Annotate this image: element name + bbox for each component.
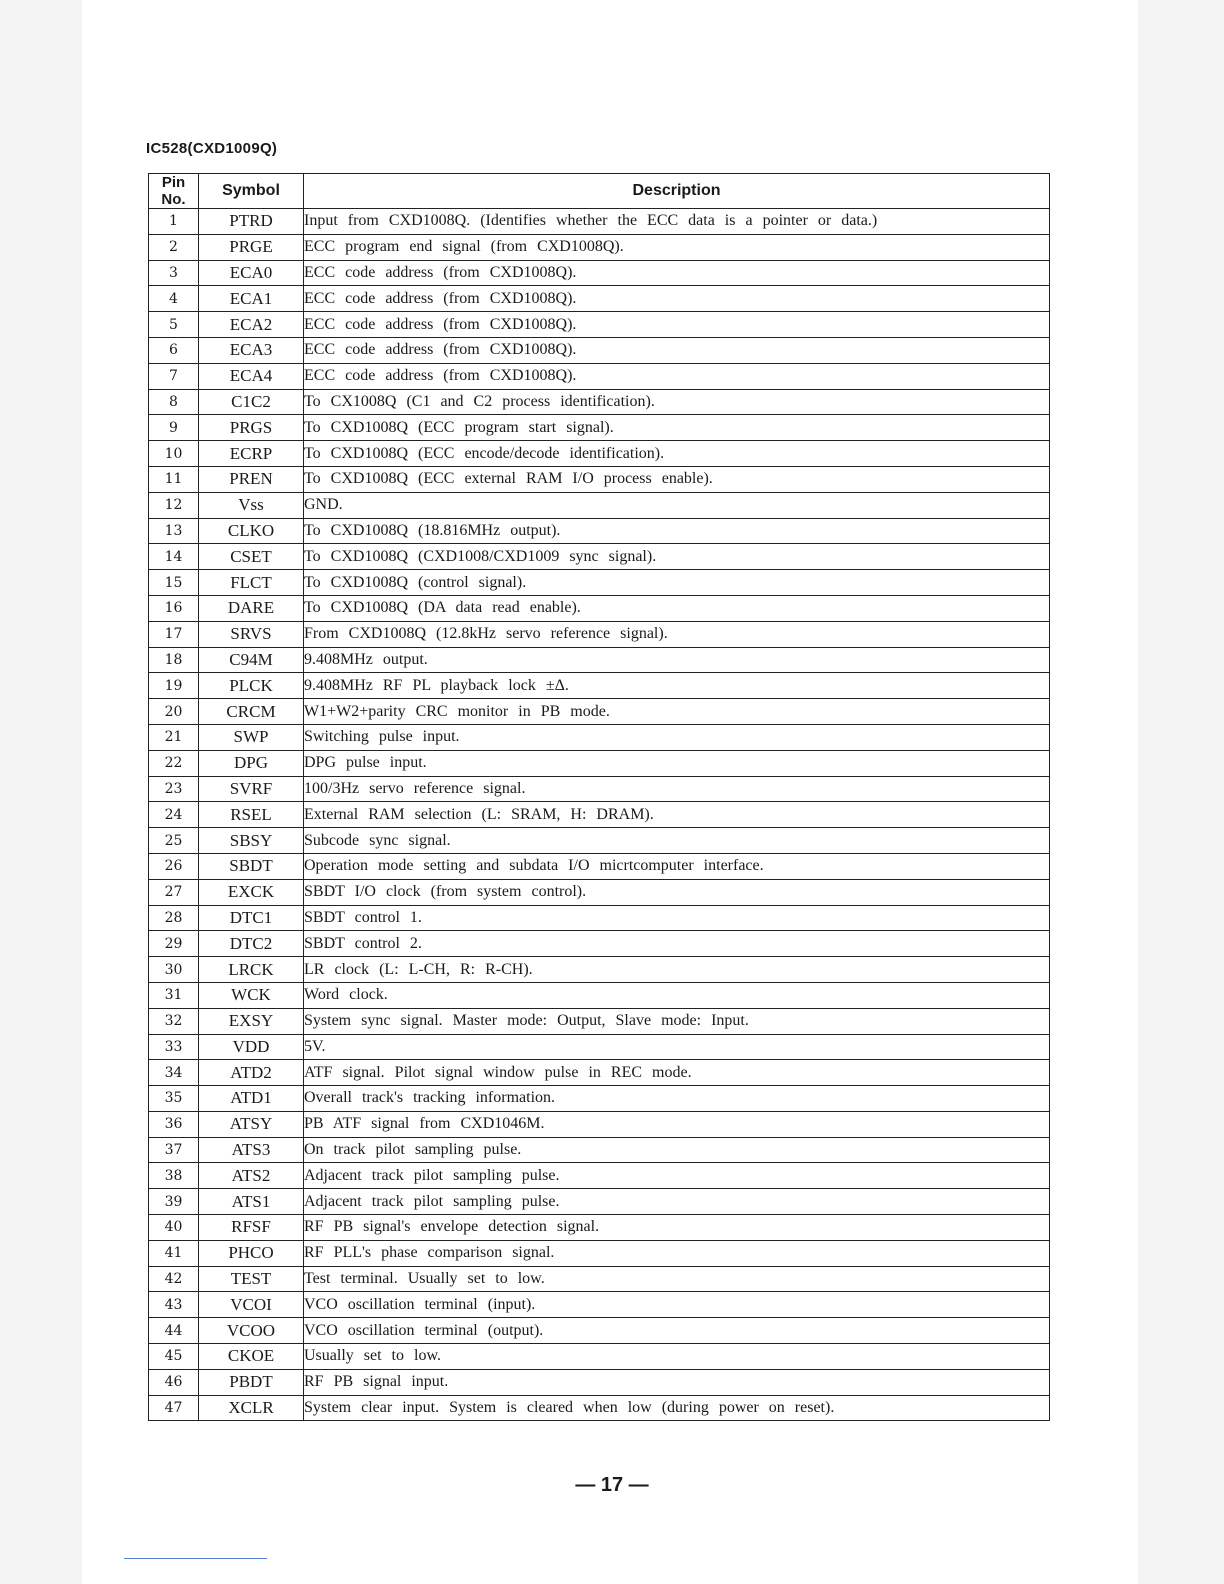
table-row — [149, 312, 1050, 338]
pin-description: RF PB signal's envelope detection signal. — [304, 1215, 1050, 1241]
table-row — [149, 1189, 1050, 1215]
pin-number: 23 — [149, 776, 199, 802]
pin-description: To CXD1008Q (18.816MHz output). — [304, 518, 1050, 544]
table-row — [149, 466, 1050, 492]
table-row — [149, 1163, 1050, 1189]
pin-symbol: CKOE — [199, 1344, 304, 1370]
pin-number: 5 — [149, 312, 199, 338]
pin-description: System sync signal. Master mode: Output, Slave mode: Input. — [304, 1008, 1050, 1034]
ic-title: IC528(CXD1009Q) — [146, 140, 278, 157]
pin-symbol: VCOO — [199, 1318, 304, 1344]
pin-number: 3 — [149, 260, 199, 286]
pin-number: 45 — [149, 1344, 199, 1370]
pin-description: On track pilot sampling pulse. — [304, 1137, 1050, 1163]
table-row — [149, 1240, 1050, 1266]
pin-description: Usually set to low. — [304, 1344, 1050, 1370]
table-row — [149, 1137, 1050, 1163]
table-row — [149, 441, 1050, 467]
pin-number: 10 — [149, 441, 199, 467]
pin-description: SBDT I/O clock (from system control). — [304, 879, 1050, 905]
table-row — [149, 1395, 1050, 1421]
table-row — [149, 776, 1050, 802]
table-row — [149, 879, 1050, 905]
table-row — [149, 828, 1050, 854]
pin-description: To CXD1008Q (DA data read enable). — [304, 595, 1050, 621]
pin-description: To CXD1008Q (ECC program start signal). — [304, 415, 1050, 441]
table-row — [149, 1292, 1050, 1318]
pin-symbol: DARE — [199, 595, 304, 621]
pin-description: 5V. — [304, 1034, 1050, 1060]
pin-number: 47 — [149, 1395, 199, 1421]
pin-number: 2 — [149, 234, 199, 260]
pin-description: RF PLL's phase comparison signal. — [304, 1240, 1050, 1266]
pin-symbol: DTC1 — [199, 905, 304, 931]
pin-description: 9.408MHz RF PL playback lock ±Δ. — [304, 673, 1050, 699]
pin-symbol: RSEL — [199, 802, 304, 828]
pin-symbol: ECRP — [199, 441, 304, 467]
footer-rule — [124, 1558, 267, 1559]
pin-number: 40 — [149, 1215, 199, 1241]
pin-description: W1+W2+parity CRC monitor in PB mode. — [304, 699, 1050, 725]
pin-description: SBDT control 1. — [304, 905, 1050, 931]
table-row — [149, 1369, 1050, 1395]
pin-number: 27 — [149, 879, 199, 905]
pin-symbol: WCK — [199, 982, 304, 1008]
table-row — [149, 286, 1050, 312]
pin-symbol: EXCK — [199, 879, 304, 905]
pin-description: LR clock (L: L-CH, R: R-CH). — [304, 957, 1050, 983]
pin-symbol: PLCK — [199, 673, 304, 699]
pin-description: To CXD1008Q (ECC external RAM I/O process enable). — [304, 466, 1050, 492]
table-row — [149, 1318, 1050, 1344]
pin-symbol: PBDT — [199, 1369, 304, 1395]
pin-symbol: LRCK — [199, 957, 304, 983]
table-row — [149, 363, 1050, 389]
pin-symbol: SWP — [199, 724, 304, 750]
pin-description: To CXD1008Q (CXD1008/CXD1009 sync signal). — [304, 544, 1050, 570]
pin-description: ECC code address (from CXD1008Q). — [304, 363, 1050, 389]
pin-number: 33 — [149, 1034, 199, 1060]
pin-symbol: C1C2 — [199, 389, 304, 415]
pin-symbol: EXSY — [199, 1008, 304, 1034]
table-row — [149, 595, 1050, 621]
pin-description: DPG pulse input. — [304, 750, 1050, 776]
pin-number: 9 — [149, 415, 199, 441]
pin-symbol: SRVS — [199, 621, 304, 647]
pin-symbol: PRGE — [199, 234, 304, 260]
pin-number: 21 — [149, 724, 199, 750]
table-row — [149, 905, 1050, 931]
pin-description: Operation mode setting and subdata I/O micrtcomputer interface. — [304, 853, 1050, 879]
pin-symbol: PHCO — [199, 1240, 304, 1266]
pin-number: 34 — [149, 1060, 199, 1086]
pin-description: Adjacent track pilot sampling pulse. — [304, 1189, 1050, 1215]
pin-symbol: RFSF — [199, 1215, 304, 1241]
pin-number: 25 — [149, 828, 199, 854]
pin-symbol: VDD — [199, 1034, 304, 1060]
table-row — [149, 724, 1050, 750]
pin-description: 9.408MHz output. — [304, 647, 1050, 673]
pin-description: ECC code address (from CXD1008Q). — [304, 312, 1050, 338]
pin-symbol: SBDT — [199, 853, 304, 879]
pin-description: Input from CXD1008Q. (Identifies whether the ECC data is a pointer or data.) — [304, 209, 1050, 235]
pin-symbol: ATD1 — [199, 1086, 304, 1112]
pin-number: 6 — [149, 337, 199, 363]
pin-number: 18 — [149, 647, 199, 673]
pin-symbol: ECA0 — [199, 260, 304, 286]
pin-number: 11 — [149, 466, 199, 492]
pin-number: 22 — [149, 750, 199, 776]
table-row — [149, 570, 1050, 596]
pin-description: GND. — [304, 492, 1050, 518]
pin-description: Test terminal. Usually set to low. — [304, 1266, 1050, 1292]
pin-description: VCO oscillation terminal (output). — [304, 1318, 1050, 1344]
pin-description: System clear input. System is cleared when low (during power on reset). — [304, 1395, 1050, 1421]
pin-number: 35 — [149, 1086, 199, 1112]
table-row — [149, 750, 1050, 776]
table-row — [149, 1060, 1050, 1086]
scan-margin-right — [1138, 0, 1224, 1584]
table-row — [149, 1008, 1050, 1034]
pin-symbol: ATSY — [199, 1111, 304, 1137]
pin-symbol: Vss — [199, 492, 304, 518]
pin-number: 29 — [149, 931, 199, 957]
pin-symbol: SBSY — [199, 828, 304, 854]
pin-symbol: CSET — [199, 544, 304, 570]
pin-symbol: FLCT — [199, 570, 304, 596]
pin-symbol: SVRF — [199, 776, 304, 802]
pin-symbol: ECA1 — [199, 286, 304, 312]
table-row — [149, 699, 1050, 725]
pin-description: ECC code address (from CXD1008Q). — [304, 337, 1050, 363]
pin-number: 28 — [149, 905, 199, 931]
pin-symbol: VCOI — [199, 1292, 304, 1318]
pin-number: 39 — [149, 1189, 199, 1215]
pin-description: RF PB signal input. — [304, 1369, 1050, 1395]
pin-description: Word clock. — [304, 982, 1050, 1008]
table-row — [149, 647, 1050, 673]
table-row — [149, 518, 1050, 544]
pin-symbol: PTRD — [199, 209, 304, 235]
pin-description: ECC code address (from CXD1008Q). — [304, 286, 1050, 312]
pin-number: 43 — [149, 1292, 199, 1318]
pin-number: 8 — [149, 389, 199, 415]
pin-number: 37 — [149, 1137, 199, 1163]
pin-symbol: ECA3 — [199, 337, 304, 363]
pin-symbol: TEST — [199, 1266, 304, 1292]
table-row — [149, 389, 1050, 415]
table-row — [149, 1266, 1050, 1292]
pin-description: To CXD1008Q (ECC encode/decode identification). — [304, 441, 1050, 467]
pin-number: 4 — [149, 286, 199, 312]
pin-symbol: PRGS — [199, 415, 304, 441]
pin-number: 46 — [149, 1369, 199, 1395]
pin-number: 14 — [149, 544, 199, 570]
pin-number: 15 — [149, 570, 199, 596]
table-row — [149, 544, 1050, 570]
table-row — [149, 982, 1050, 1008]
pin-description: VCO oscillation terminal (input). — [304, 1292, 1050, 1318]
pin-symbol: ATS1 — [199, 1189, 304, 1215]
table-row — [149, 492, 1050, 518]
pin-number: 36 — [149, 1111, 199, 1137]
table-row — [149, 260, 1050, 286]
pin-number: 44 — [149, 1318, 199, 1344]
pin-number: 38 — [149, 1163, 199, 1189]
pin-description: From CXD1008Q (12.8kHz servo reference signal). — [304, 621, 1050, 647]
pin-symbol: CLKO — [199, 518, 304, 544]
pin-number: 1 — [149, 209, 199, 235]
pin-symbol: DTC2 — [199, 931, 304, 957]
pin-number: 32 — [149, 1008, 199, 1034]
pin-number: 12 — [149, 492, 199, 518]
table-row — [149, 209, 1050, 235]
pin-symbol: ECA4 — [199, 363, 304, 389]
pin-description: Switching pulse input. — [304, 724, 1050, 750]
table-row — [149, 853, 1050, 879]
pin-description: ATF signal. Pilot signal window pulse in REC mode. — [304, 1060, 1050, 1086]
pin-number: 41 — [149, 1240, 199, 1266]
table-row — [149, 415, 1050, 441]
pin-rows — [149, 209, 1050, 1421]
pin-number: 19 — [149, 673, 199, 699]
pin-number: 7 — [149, 363, 199, 389]
pin-number: 42 — [149, 1266, 199, 1292]
pin-description: To CX1008Q (C1 and C2 process identification). — [304, 389, 1050, 415]
pin-number: 17 — [149, 621, 199, 647]
pin-number: 26 — [149, 853, 199, 879]
table-row — [149, 673, 1050, 699]
table-row — [149, 1111, 1050, 1137]
scan-margin-left — [0, 0, 82, 1584]
pin-symbol: ATS2 — [199, 1163, 304, 1189]
pin-table — [148, 173, 1050, 1421]
pin-description: External RAM selection (L: SRAM, H: DRAM). — [304, 802, 1050, 828]
table-row — [149, 234, 1050, 260]
page-number: — 17 — — [575, 1474, 649, 1496]
table-row — [149, 621, 1050, 647]
pin-number: 13 — [149, 518, 199, 544]
pin-symbol: CRCM — [199, 699, 304, 725]
table-row — [149, 802, 1050, 828]
pin-symbol: DPG — [199, 750, 304, 776]
pin-description: Overall track's tracking information. — [304, 1086, 1050, 1112]
table-header-row — [149, 174, 1050, 209]
pin-description: PB ATF signal from CXD1046M. — [304, 1111, 1050, 1137]
header-pin-no: Pin No. — [149, 174, 199, 209]
pin-number: 20 — [149, 699, 199, 725]
pin-description: ECC program end signal (from CXD1008Q). — [304, 234, 1050, 260]
table-row — [149, 1344, 1050, 1370]
pin-symbol: ATD2 — [199, 1060, 304, 1086]
pin-symbol: ECA2 — [199, 312, 304, 338]
table-row — [149, 931, 1050, 957]
pin-number: 16 — [149, 595, 199, 621]
table-row — [149, 1086, 1050, 1112]
pin-description: To CXD1008Q (control signal). — [304, 570, 1050, 596]
table-row — [149, 957, 1050, 983]
pin-number: 31 — [149, 982, 199, 1008]
pin-number: 30 — [149, 957, 199, 983]
pin-description: ECC code address (from CXD1008Q). — [304, 260, 1050, 286]
pin-description: SBDT control 2. — [304, 931, 1050, 957]
pin-description: 100/3Hz servo reference signal. — [304, 776, 1050, 802]
pin-symbol: XCLR — [199, 1395, 304, 1421]
header-description: Description — [304, 174, 1050, 209]
table-row — [149, 1215, 1050, 1241]
pin-description: Subcode sync signal. — [304, 828, 1050, 854]
pin-symbol: PREN — [199, 466, 304, 492]
header-symbol: Symbol — [199, 174, 304, 209]
table-row — [149, 1034, 1050, 1060]
table-row — [149, 337, 1050, 363]
pin-number: 24 — [149, 802, 199, 828]
pin-symbol: ATS3 — [199, 1137, 304, 1163]
pin-description: Adjacent track pilot sampling pulse. — [304, 1163, 1050, 1189]
pin-symbol: C94M — [199, 647, 304, 673]
